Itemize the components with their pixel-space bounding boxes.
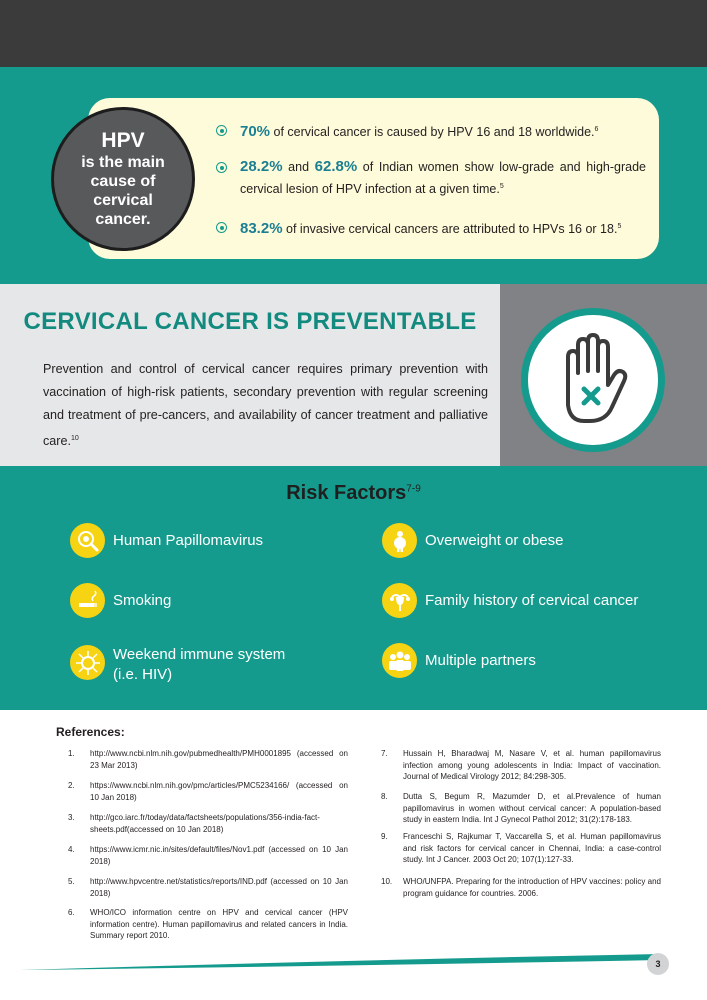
hpv-stat-3 — [216, 217, 636, 239]
stat-percentage: 28.2% — [240, 158, 283, 175]
risk-label: Overweight or obese — [425, 531, 564, 549]
risk-factors-title — [0, 482, 707, 505]
risk-label: Human Papillomavirus — [113, 531, 264, 549]
prevention-text — [43, 358, 488, 453]
risk-label: Multiple partners — [425, 651, 536, 669]
reference-text: Dutta S, Begum R, Mazumder D, et al.Prevalence of human papillomavirus in women without cervical cancer: A population-based study in eastern India. Int J Gynecol Pathol 2012; 31(2):178-183. — [403, 792, 661, 824]
risk-item-family-history — [382, 583, 638, 618]
reference-number: 2. — [68, 781, 75, 790]
reference-item — [381, 831, 661, 866]
reference-text: Hussain H, Bharadwaj M, Nasare V, et al. human papillomavirus infection among young adolescents in India: Impact of vaccination. Journal of Medical Virology 2012; 84:298-305. — [403, 749, 661, 781]
reference-number: 9. — [381, 832, 388, 841]
reference-item — [68, 844, 348, 867]
risk-label: Smoking — [113, 591, 172, 609]
stat-text: of invasive cervical cancers are attributed to HPVs 16 or 18. — [282, 222, 618, 237]
page-number: 3 — [647, 953, 669, 975]
stat-percentage: 70% — [240, 123, 271, 141]
hpv-callout-line: cancer. — [95, 211, 151, 228]
reference-item — [381, 748, 661, 783]
bullet-icon — [216, 162, 227, 173]
hpv-callout-line: cervical — [93, 192, 153, 209]
reference-text: https://www.ncbi.nlm.nih.gov/pmc/articles/PMC5234166/ (accessed on 10 Jan 2018) — [90, 781, 348, 802]
risk-label: Family history of cervical cancer — [425, 591, 639, 609]
reference-item — [381, 791, 661, 826]
reference-text: http://gco.iarc.fr/today/data/factsheets/populations/356-india-fact-sheets.pdf(accessed on 10 Jan 2018) — [90, 813, 320, 834]
reference-text: WHO/UNFPA. Preparing for the introduction of HPV vaccines: policy and program guidance for countries. 2006. — [403, 877, 661, 898]
reference-number: 1. — [68, 749, 75, 758]
reference-number: 5. — [68, 877, 75, 886]
reference-number: 8. — [381, 792, 388, 801]
hpv-stat-1 — [216, 120, 636, 142]
reference-number: 10. — [381, 877, 393, 886]
hpv-callout-circle — [51, 107, 195, 251]
cigarette-icon — [70, 583, 105, 618]
hpv-callout-line: cause of — [90, 173, 156, 190]
prevention-title: CERVICAL CANCER IS PREVENTABLE — [23, 308, 477, 335]
reference-number: 4. — [68, 845, 75, 854]
reference-text: WHO/ICO information centre on HPV and cervical cancer (HPV information centre). Human papillomavirus and related cancers in India. Summary report 2010. — [90, 908, 348, 940]
reference-text: Franceschi S, Rajkumar T, Vaccarella S, et al. Human papillomavirus and risk factors for cervical cancer in Chennai, India: a case-control study. Int J Cancer. 2003 Oct 20; 107(1):127-33. — [403, 832, 661, 864]
prevention-ref: 10 — [71, 435, 79, 442]
stat-percentage-2: 62.8% — [314, 158, 358, 175]
header-bar — [0, 0, 707, 67]
risk-item-overweight — [382, 523, 563, 558]
footer-wave — [0, 930, 707, 980]
risk-title-text: Risk Factors — [286, 482, 407, 504]
bullet-icon — [216, 222, 227, 233]
uterus-icon — [382, 583, 417, 618]
risk-title-ref: 7-9 — [406, 483, 421, 495]
stop-hand-icon — [521, 308, 665, 452]
risk-item-immune — [70, 645, 285, 685]
reference-item — [381, 876, 661, 899]
reference-item — [68, 748, 348, 771]
stat-ref: 6 — [594, 126, 599, 133]
reference-number: 3. — [68, 813, 75, 822]
reference-text: https://www.icmr.nic.in/sites/default/files/Nov1.pdf (accessed on 10 Jan 2018) — [90, 845, 348, 866]
stat-percentage: 83.2% — [240, 220, 283, 238]
stat-ref: 5 — [499, 183, 504, 190]
people-group-icon — [382, 643, 417, 678]
risk-item-smoking — [70, 583, 171, 618]
risk-label-group — [113, 645, 285, 685]
reference-number: 6. — [68, 908, 75, 917]
virus-magnifier-icon — [70, 523, 105, 558]
references-title: References: — [56, 725, 125, 739]
risk-item-partners — [382, 643, 536, 678]
reference-text: http://www.hpvcentre.net/statistics/reports/IND.pdf (accessed on 10 Jan 2018) — [90, 877, 348, 898]
prevention-paragraph: Prevention and control of cervical cancer requires primary prevention with vaccination of high-risk patients, secondary prevention with regular screening and treatment of pre-cancers, and availability of cancer treatment and palliative care. — [43, 362, 488, 449]
reference-item — [68, 876, 348, 899]
reference-text: http://www.ncbi.nlm.nih.gov/pubmedhealth/PMH0001895 (accessed on 23 Mar 2013) — [90, 749, 348, 770]
obese-person-icon — [382, 523, 417, 558]
stat-text: of Indian women show low-grade and high-grade cervical lesion of HPV infection at a given time. — [240, 160, 646, 197]
reference-number: 7. — [381, 749, 388, 758]
risk-label: Weekend immune system — [113, 646, 286, 663]
stat-text: of cervical cancer is caused by HPV 16 and 18 worldwide. — [270, 125, 595, 140]
hpv-callout-line: is the main — [81, 154, 165, 171]
stat-text: and — [282, 160, 315, 174]
hpv-stat-2 — [216, 157, 646, 199]
risk-item-hpv — [70, 523, 263, 558]
bullet-icon — [216, 125, 227, 136]
reference-item — [68, 780, 348, 803]
hpv-callout-title: HPV — [101, 129, 145, 152]
risk-label-sub: (i.e. HIV) — [113, 666, 173, 683]
reference-item — [68, 812, 348, 835]
virus-icon — [70, 645, 105, 680]
stat-ref: 5 — [617, 223, 622, 230]
